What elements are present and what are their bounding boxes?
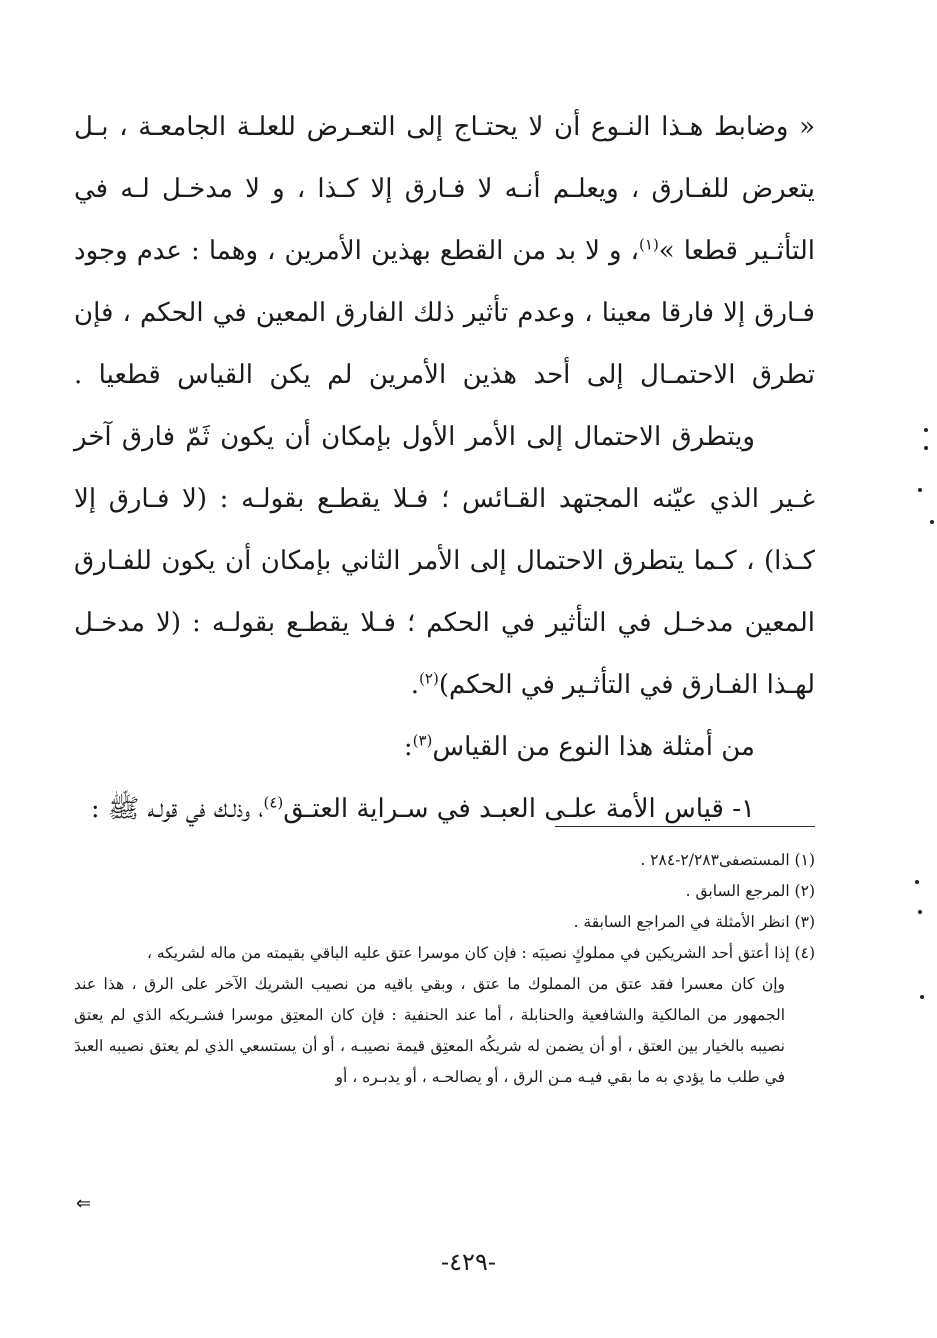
scan-speck [930, 520, 934, 524]
footnote-separator [555, 826, 815, 827]
paragraph-4 [74, 778, 815, 840]
continuation-arrow-icon: ⇐ [76, 1193, 92, 1214]
footnote-ref-2: (٢) [419, 669, 439, 688]
footnote-3: (٣) انظر الأمثلة في المراجع السابقة . [573, 913, 815, 931]
scan-speck [915, 880, 919, 884]
paragraph-3-text: من أمثلة هذا النوع من القياس [432, 732, 755, 762]
paragraph-2 [74, 406, 815, 716]
paragraph-3 [74, 716, 815, 778]
paragraph-4-rest: ، وذلـك في قولـه ﷺ : [90, 794, 264, 824]
scan-speck [918, 910, 922, 914]
footnotes [74, 845, 815, 1093]
footnote-2: (٢) المرجع السابق . [685, 882, 815, 900]
footnote-ref-4: (٤) [263, 793, 284, 812]
scan-speck [918, 488, 922, 492]
footnote-ref-3: (٣) [412, 731, 433, 750]
footnote-ref-1: (١) [639, 235, 659, 254]
main-text [74, 96, 815, 840]
paragraph-3-end: : [403, 732, 413, 762]
scan-speck [924, 428, 928, 432]
footnote-4-continuation: وإن كان معسرا فقد عتق من المملوك ما عتق ، وبقي باقيه من نصيب الشريك الآخر على الرق ، هذا عند الجمهور من المالكية والشافعية والحنابلة ، أما عند الحنفية : فإن كان المعتِق موسرا فشـريكه الذي لم يعتق نصيبه بالخيار بين العتق ، أو أن يضمن له شريكُه المعتِق قيمة نصيبـه ، أو أن يستسعي الذي لم يعتق نصيبه العبدَ في طلب ما يؤدي به ما بقي فيـه مـن الرق ، أو يصالحـه ، أو يدبـره ، أو [74, 975, 785, 1086]
scan-speck [920, 995, 924, 999]
page-number: -٤٢٩- [441, 1248, 496, 1276]
footnote-1: (١) المستصفى٢/٢٨٣-٢٨٤ . [640, 851, 815, 869]
footnote-4 [74, 938, 815, 1093]
paragraph-1-rest: ، و لا بد من القطع بهذين الأمرين ، وهما : عدم وجود فـارق إلا فارقا معينا ، وعدم تأثير ذلك الفارق المعين في الحكم ، فإن تطرق الاحتمـال إلى أحد هذين الأمرين لم يكن القياس قطعيا . [74, 236, 815, 390]
paragraph-2-text: ويتطرق الاحتمال إلى الأمر الأول بإمكان أن يكون ثَمّ فارق آخر غـير الذي عيّنه المجتهد القـائس ؛ فـلا يقطـع بقولـه : (لا فـارق إلا كـذا) ، كـما يتطرق الاحتمال إلى الأمر الثاني بإمكان أن يكون للفـارق المعين مدخـل في التأثير في الحكم ؛ فـلا يقطـع بقولـه : (لا مدخـل لهـذا الفـارق في التأثـير في الحكم) [74, 422, 815, 700]
paragraph-1 [74, 96, 815, 406]
paragraph-4-text: ١- قياس الأمة علـى العبـد في سـراية العتـق [283, 794, 755, 824]
scan-speck [924, 446, 928, 450]
footnote-4-first-line: (٤) إذا أعتق أحد الشريكين في مملوكٍ نصيبَه : فإن كان موسرا عتق عليه الباقي بقيمته من ماله لشريكه ، [146, 944, 815, 962]
paragraph-1-text: « وضابط هـذا النـوع أن لا يحتـاج إلى التعـرض للعلـة الجامعـة ، بـل يتعرض للفـارق ، ويعلـم أنـه لا فـارق إلا كـذا ، و لا مدخـل لـه في التأثـير قطعا » [74, 112, 815, 266]
paragraph-2-end: . [410, 670, 420, 700]
